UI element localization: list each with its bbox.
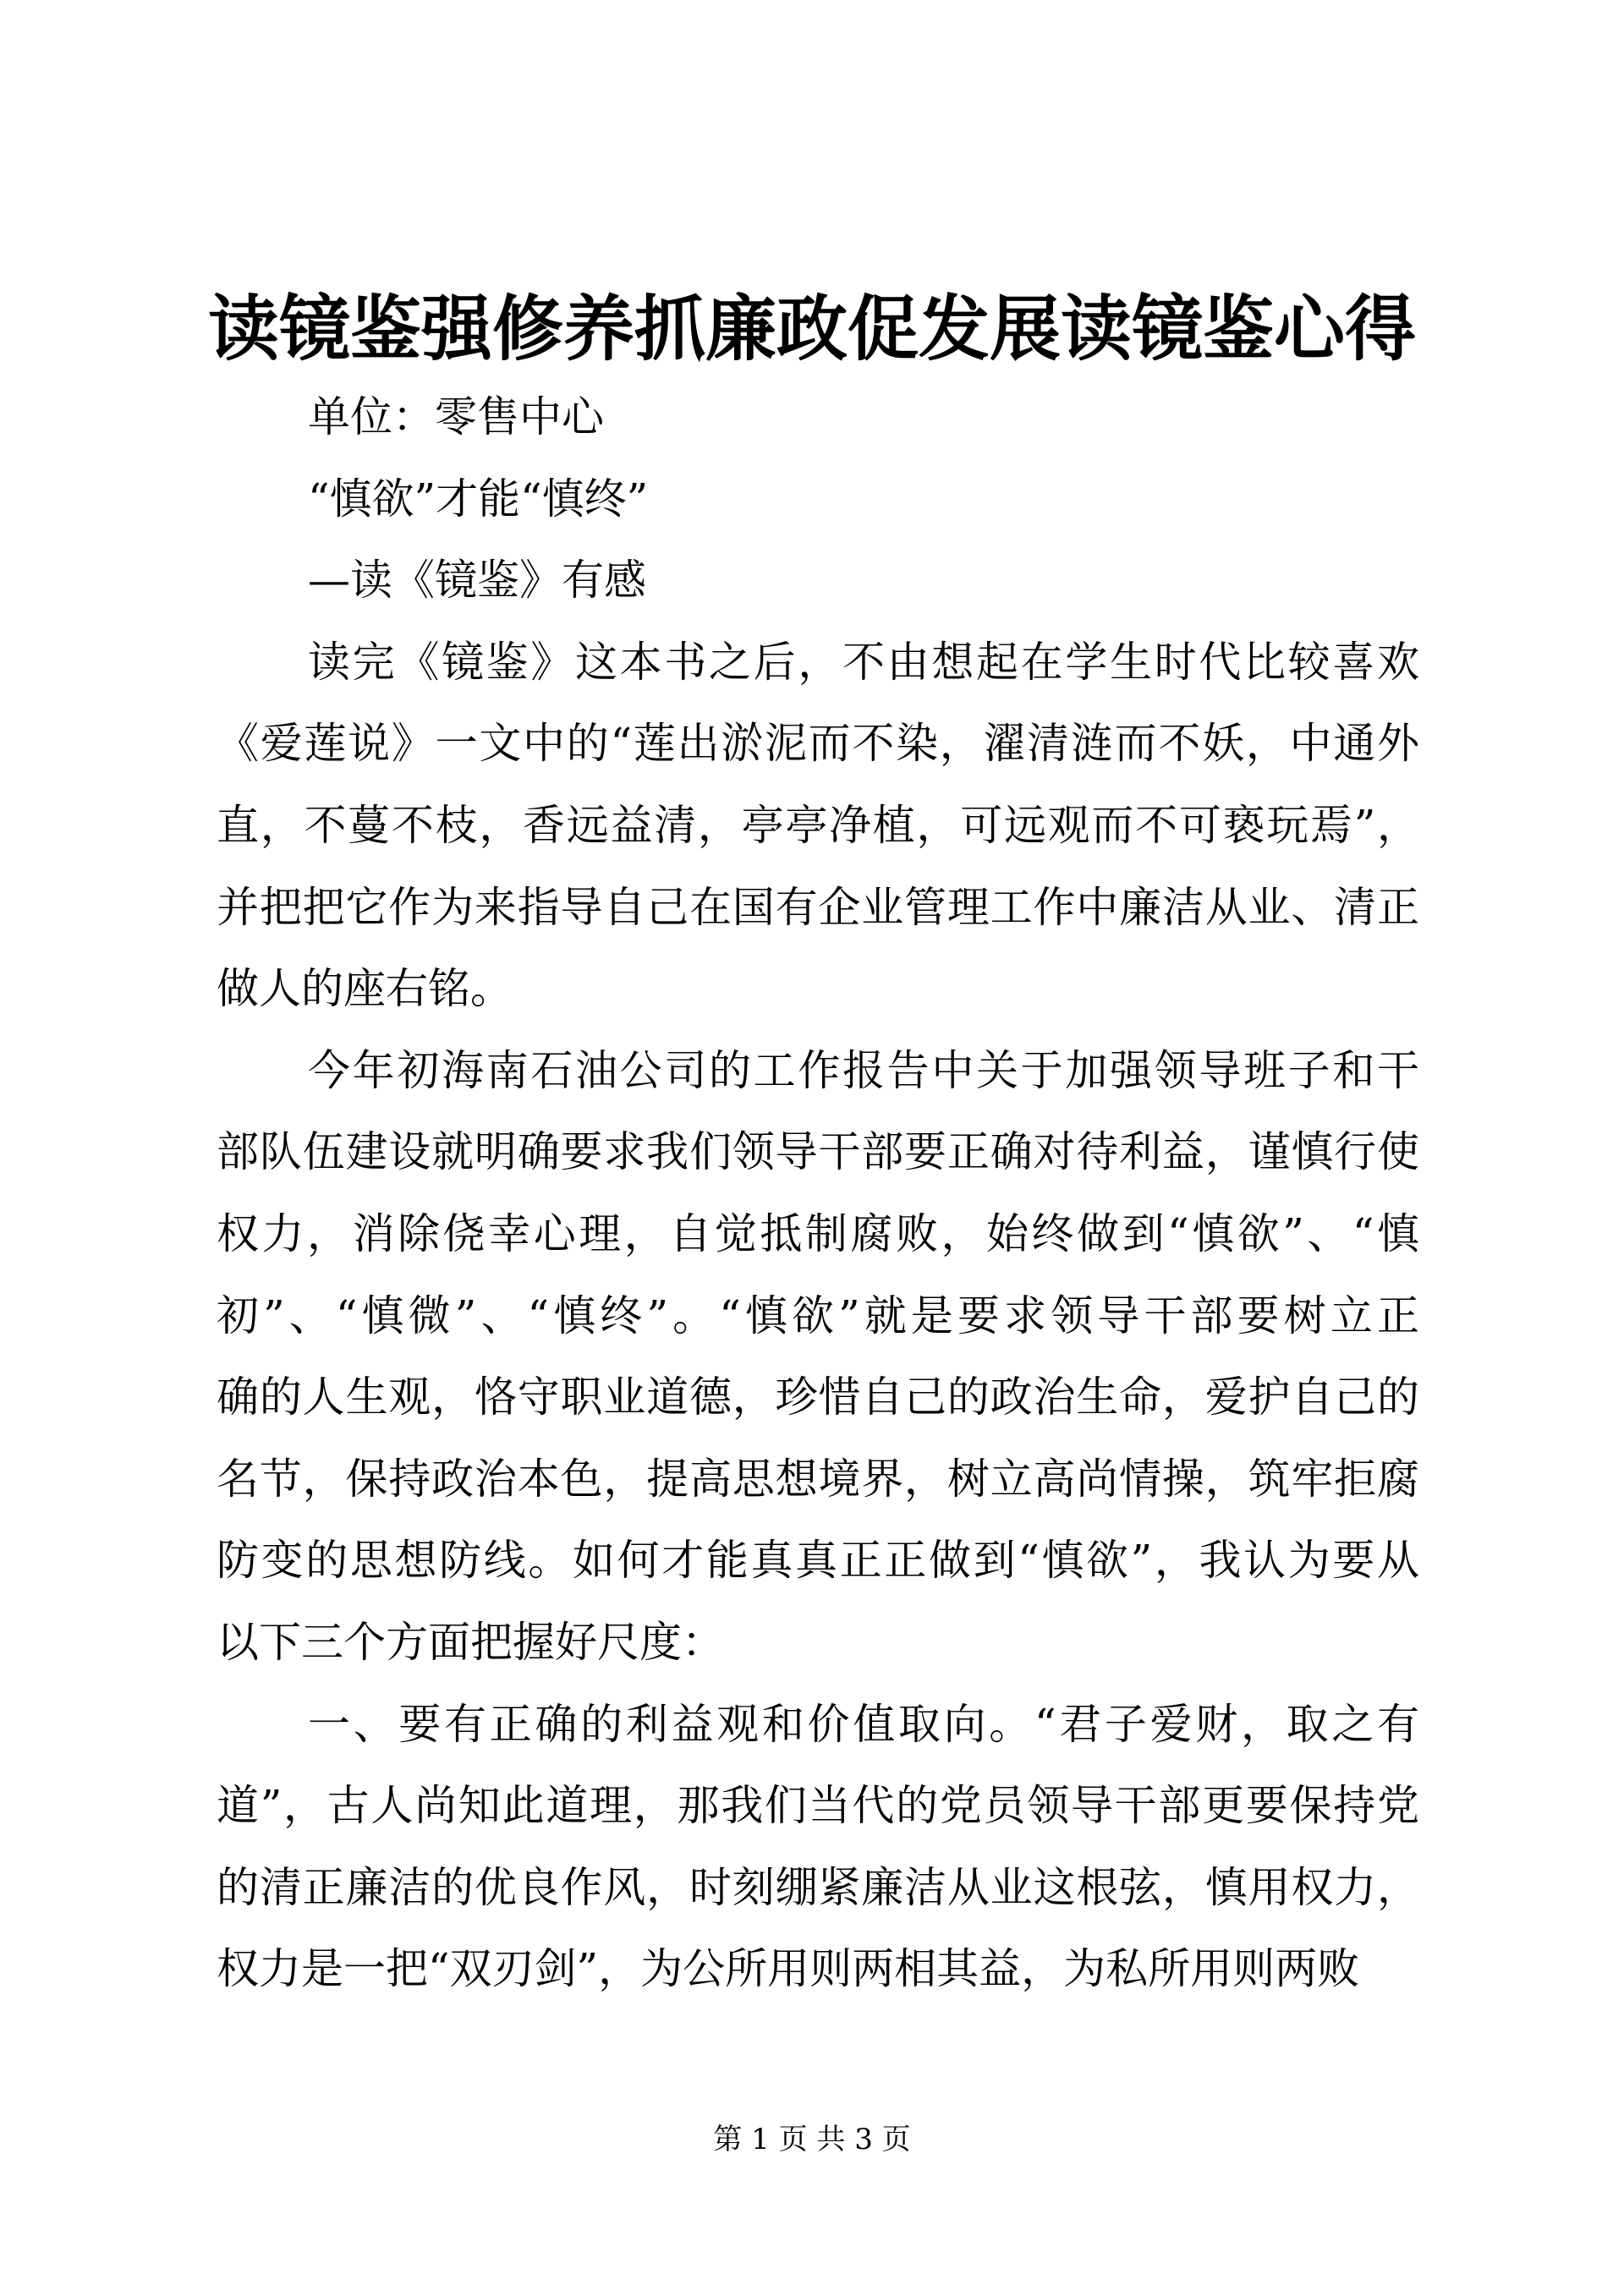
document-title: 读镜鉴强修养抓廉政促发展读镜鉴心得: [207, 288, 1416, 370]
subtitle: “慎欲”才能“慎终”: [308, 474, 649, 523]
page-footer: 第 1 页 共 3 页: [713, 2123, 911, 2156]
paragraph-line: 防变的思想防线。如何才能真真正正做到“慎欲”，我认为要从: [217, 1536, 1419, 1586]
paragraph-line: 直，不蔓不枝，香远益清，亭亭净植，可远观而不可亵玩焉”，: [217, 800, 1419, 850]
paragraph-line: 部队伍建设就明确要求我们领导干部要正确对待利益，谨慎行使: [217, 1127, 1419, 1177]
paragraph-line: 一、要有正确的利益观和价值取向。“君子爱财，取之有: [308, 1699, 1419, 1749]
paragraph-line: 的清正廉洁的优良作风，时刻绷紧廉洁从业这根弦，慎用权力，: [217, 1862, 1419, 1912]
unit-line: 单位：零售中心: [308, 392, 604, 441]
subtitle-2: —读《镜鉴》有感: [308, 556, 646, 606]
paragraph-line: 做人的座右铭。: [217, 964, 513, 1014]
paragraph: [217, 622, 1419, 1030]
paragraph-line: 确的人生观，恪守职业道德，珍惜自己的政治生命，爱护自己的: [217, 1373, 1419, 1422]
paragraph: [217, 1684, 1419, 2010]
paragraph-line: 权力是一把“双刃剑”，为公所用则两相其益，为私所用则两败: [217, 1944, 1360, 1994]
paragraph-line: 今年初海南石油公司的工作报告中关于加强领导班子和干: [308, 1045, 1419, 1095]
paragraph-line: 名节，保持政治本色，提高思想境界，树立高尚情操，筑牢拒腐: [217, 1454, 1419, 1504]
document-body: [217, 376, 1419, 2010]
paragraph-line: 初”、“慎微”、“慎终”。“慎欲”就是要求领导干部要树立正: [217, 1290, 1419, 1340]
paragraph-line: 读完《镜鉴》这本书之后，不由想起在学生时代比较喜欢: [308, 637, 1419, 687]
paragraph-line: 道”，古人尚知此道理，那我们当代的党员领导干部更要保持党: [217, 1781, 1419, 1831]
paragraph-line: 并把把它作为来指导自己在国有企业管理工作中廉洁从业、清正: [217, 882, 1419, 932]
paragraph: [217, 1030, 1419, 1684]
paragraph-line: 权力，消除侥幸心理，自觉抵制腐败，始终做到“慎欲”、“慎: [217, 1208, 1419, 1258]
paragraph-line: 《爱莲说》一文中的“莲出淤泥而不染，濯清涟而不妖，中通外: [217, 719, 1419, 769]
paragraph-line: 以下三个方面把握好尺度：: [217, 1617, 724, 1667]
